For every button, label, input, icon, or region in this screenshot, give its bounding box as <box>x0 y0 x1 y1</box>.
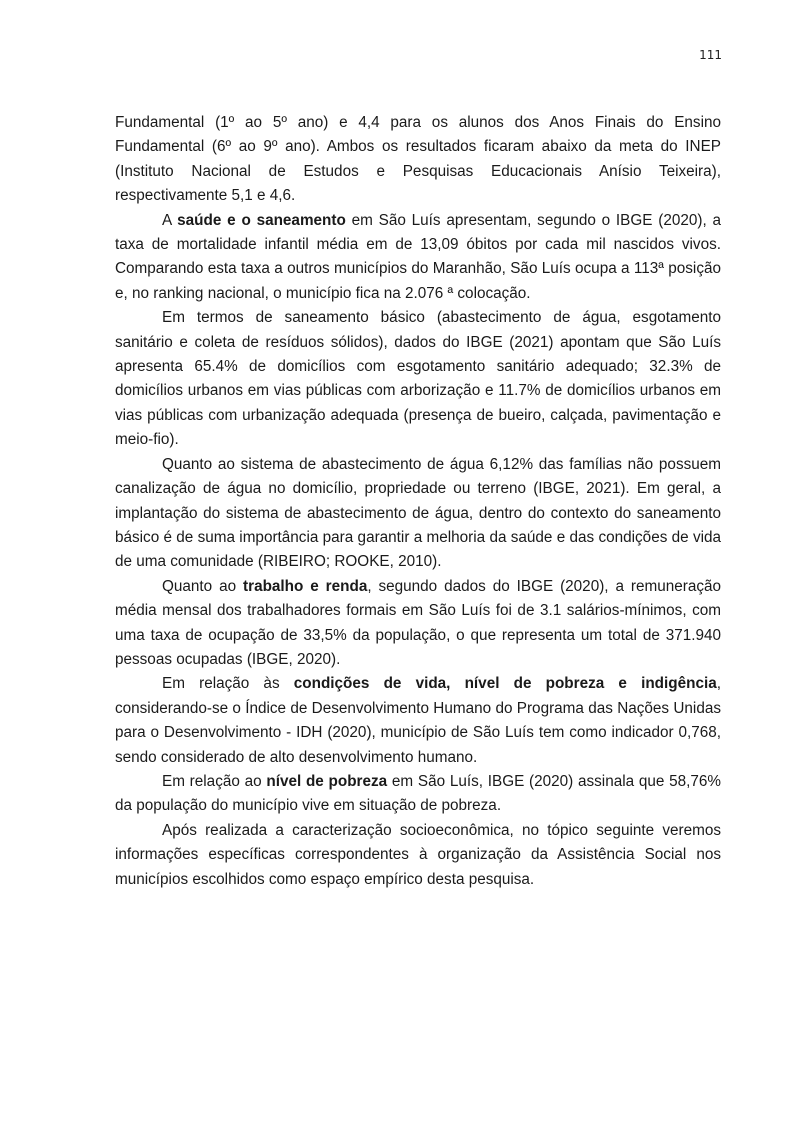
text-run: A <box>162 211 178 229</box>
paragraph <box>115 819 721 892</box>
document-body <box>115 111 721 892</box>
bold-term: saúde e o saneamento <box>177 211 346 229</box>
text-run: Quanto ao <box>162 577 244 595</box>
paragraph <box>115 770 721 819</box>
paragraph <box>115 453 721 575</box>
paragraph <box>115 111 721 209</box>
text-run: , considerando-se o Índice de Desenvolvimento Humano do Programa das Nações Unidas para o Desenvolvimento - IDH (2020), município de São Luís tem como indicador 0,768, sendo considerado de alto desenvolvimento humano. <box>115 675 721 766</box>
text-run: Em termos de saneamento básico (abastecimento de água, esgotamento sanitário e coleta de resíduos sólidos), dados do IBGE (2021) apontam que São Luís apresenta 65.4% de domicílios com esgotamento sanitário adequado; 32.3% de domicílios urbanos em vias públicas com arborização e 11.7% de domicílios urbanos em vias públicas com urbanização adequada (presença de bueiro, calçada, pavimentação e meio-fio). <box>115 309 721 449</box>
paragraph <box>115 306 721 452</box>
text-run: Fundamental (1º ao 5º ano) e 4,4 para os alunos dos Anos Finais do Ensino Fundamental (6º ao 9º ano). Ambos os resultados ficaram abaixo da meta do INEP (Instituto Nacional de Estudos e Pesquisas Educacionais Anísio Teixeira), respectivamente 5,1 e 4,6. <box>115 114 721 205</box>
text-run: em São Luís, IBGE (2020) assinala que 58,76% da população do município vive em situação de pobreza. <box>115 772 722 815</box>
bold-term: trabalho e renda <box>243 577 368 595</box>
text-run: , segundo dados do IBGE (2020), a remuneração média mensal dos trabalhadores formais em São Luís foi de 3.1 salários-mínimos, com uma taxa de ocupação de 33,5% da população, o que representa um total de 371.940 pessoas ocupadas (IBGE, 2020). <box>115 577 721 668</box>
text-run: Em relação às <box>162 675 294 693</box>
paragraph <box>115 672 721 770</box>
page-number: 111 <box>699 48 722 62</box>
text-run: em São Luís apresentam, segundo o IBGE (2020), a taxa de mortalidade infantil média em de 13,09 óbitos por cada mil nascidos vivos. Comparando esta taxa a outros municípios do Maranhão, São Luís ocupa a 113ª posição e, no ranking nacional, o município fica na 2.076 ª colocação. <box>115 211 722 302</box>
bold-term: condições de vida, nível de pobreza e indigência <box>293 675 717 693</box>
text-run: Em relação ao <box>162 772 267 790</box>
text-run: Quanto ao sistema de abastecimento de água 6,12% das famílias não possuem canalização de água no domicílio, propriedade ou terreno (IBGE, 2021). Em geral, a implantação do sistema de abastecimento de água, dentro do contexto do saneamento básico é de suma importância para garantir a melhoria da saúde e das condições de vida de uma comunidade (RIBEIRO; ROOKE, 2010). <box>115 455 721 571</box>
paragraph <box>115 575 721 673</box>
text-run: Após realizada a caracterização socioeconômica, no tópico seguinte veremos informações específicas correspondentes à organização da Assistência Social nos municípios escolhidos como espaço empírico desta pesquisa. <box>115 821 721 888</box>
paragraph <box>115 209 721 307</box>
bold-term: nível de pobreza <box>266 772 388 790</box>
